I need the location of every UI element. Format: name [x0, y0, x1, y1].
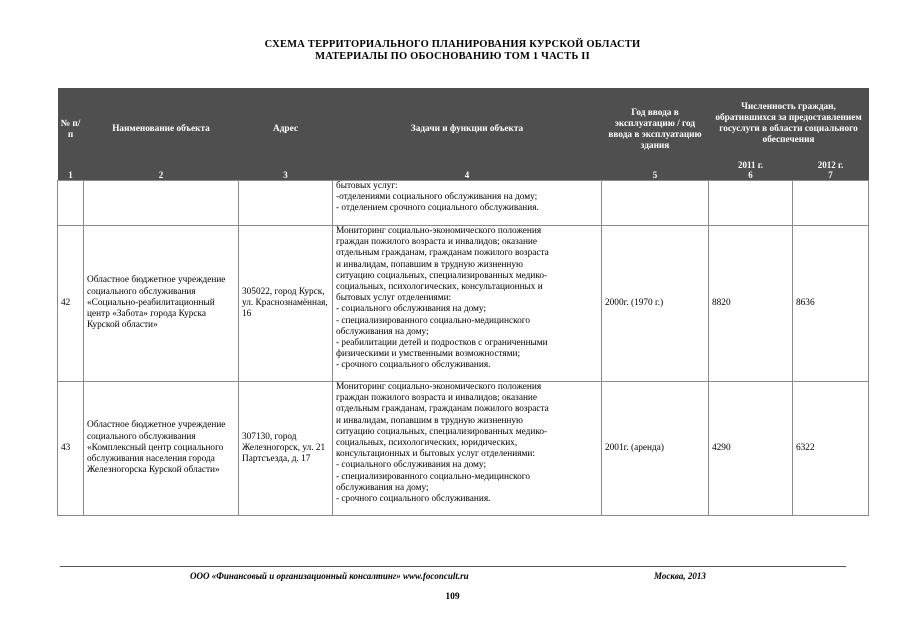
task-line: социальных, психологических, консультационных и	[336, 282, 543, 293]
task-line: консультационных и бытовых услуг отделениями:	[336, 449, 535, 460]
header-tasks: Задачи и функции объекта	[333, 88, 602, 171]
task-line: - срочного социального обслуживания.	[336, 360, 491, 371]
footer-city-year: Москва, 2013	[654, 571, 706, 581]
task-line: и инвалидам, попавшим в трудную жизненную	[336, 259, 524, 270]
footer-divider	[60, 566, 846, 567]
row-tasks	[333, 226, 602, 382]
table-row	[58, 382, 869, 516]
column-number: 1	[58, 171, 84, 181]
row-address: 305022, город Курск, ул. Краснознамённая, 16	[239, 226, 333, 382]
task-line: Мониторинг социально-экономического положения	[336, 382, 542, 392]
task-line: социальных, психологических, юридических,	[336, 438, 518, 449]
row-2012: 8636	[793, 226, 869, 382]
task-line: физическими и умственными возможностями;	[336, 349, 521, 360]
row-year: 2000г. (1970 г.)	[602, 226, 709, 382]
row-tasks	[333, 181, 602, 226]
task-line: Мониторинг социально-экономического положения	[336, 226, 542, 236]
header-address: Адрес	[239, 88, 333, 171]
row-2011: 8820	[709, 226, 793, 382]
header-count: Численность граждан, обратившихся за предоставлением госуслуги в области социального обеспечения	[709, 88, 869, 160]
task-line: - социального обслуживания на дому;	[336, 304, 487, 315]
task-line: обслуживания на дому;	[336, 326, 429, 337]
page-number: 109	[445, 592, 460, 602]
task-line: отдельным гражданам, гражданам пожилого возраста	[336, 248, 549, 259]
header-2011: 2011 г.	[709, 160, 793, 171]
row-name	[84, 181, 239, 226]
column-number: 5	[602, 171, 709, 181]
row-year	[602, 181, 709, 226]
row-address: 307130, город Железногорск, ул. 21 Партсъезда, д. 17	[239, 382, 333, 516]
row-name: Областное бюджетное учреждение социального обслуживания «Социально-реабилитационный центр «Забота» города Курска Курской области»	[84, 226, 239, 382]
column-number: 3	[239, 171, 333, 181]
row-address	[239, 181, 333, 226]
row-2011: 4290	[709, 382, 793, 516]
row-2011	[709, 181, 793, 226]
column-number: 6	[709, 171, 793, 181]
task-line: бытовых услуг отделениями:	[336, 293, 452, 304]
row-num	[58, 181, 84, 226]
header-num: № п/п	[58, 88, 84, 171]
document-title: СХЕМА ТЕРРИТОРИАЛЬНОГО ПЛАНИРОВАНИЯ КУРСКОЙ ОБЛАСТИ	[264, 39, 641, 50]
row-year: 2001г. (аренда)	[602, 382, 709, 516]
header-name: Наименование объекта	[84, 88, 239, 171]
table-row	[58, 226, 869, 382]
task-line: - реабилитации детей и подростков с ограниченными	[336, 338, 548, 349]
task-line: бытовых услуг:	[336, 181, 398, 191]
column-number: 7	[793, 171, 869, 181]
task-line: - специализированного социально-медицинского	[336, 471, 531, 482]
row-2012: 6322	[793, 382, 869, 516]
footer-company: ООО «Финансовый и организационный консалтинг» www.foconcult.ru	[190, 571, 469, 581]
task-line: - социального обслуживания на дому;	[336, 460, 487, 471]
task-line: обслуживания на дому;	[336, 482, 429, 493]
task-line: ситуацию социальных, специализированных медико-	[336, 270, 548, 281]
task-line: граждан пожилого возраста и инвалидов; оказание	[336, 393, 538, 404]
row-name: Областное бюджетное учреждение социального обслуживания «Комплексный центр социального обслуживания населения города Железногорска Курской области»	[84, 382, 239, 516]
header-2012: 2012 г.	[793, 160, 869, 171]
column-number: 4	[333, 171, 602, 181]
row-2012	[793, 181, 869, 226]
task-line: отдельным гражданам, гражданам пожилого возраста	[336, 404, 549, 415]
row-num: 42	[58, 226, 84, 382]
header-year: Год ввода в эксплуатацию / год ввода в эксплуатацию здания	[602, 88, 709, 171]
task-line: граждан пожилого возраста и инвалидов; оказание	[336, 237, 538, 248]
row-num: 43	[58, 382, 84, 516]
column-number: 2	[84, 171, 239, 181]
task-line: и инвалидам, попавшим в трудную жизненную	[336, 415, 524, 426]
table-row	[58, 181, 869, 226]
social-services-table	[57, 88, 869, 516]
task-line: -отделениями социального обслуживания на дому;	[336, 192, 538, 203]
task-line: - срочного социального обслуживания.	[336, 494, 491, 505]
document-subtitle: МАТЕРИАЛЫ ПО ОБОСНОВАНИЮ ТОМ 1 ЧАСТЬ II	[315, 51, 590, 62]
task-line: - специализированного социально-медицинского	[336, 315, 531, 326]
task-line: - отделением срочного социального обслуживания.	[336, 203, 539, 214]
task-line: ситуацию социальных, специализированных медико-	[336, 426, 548, 437]
row-tasks	[333, 382, 602, 516]
